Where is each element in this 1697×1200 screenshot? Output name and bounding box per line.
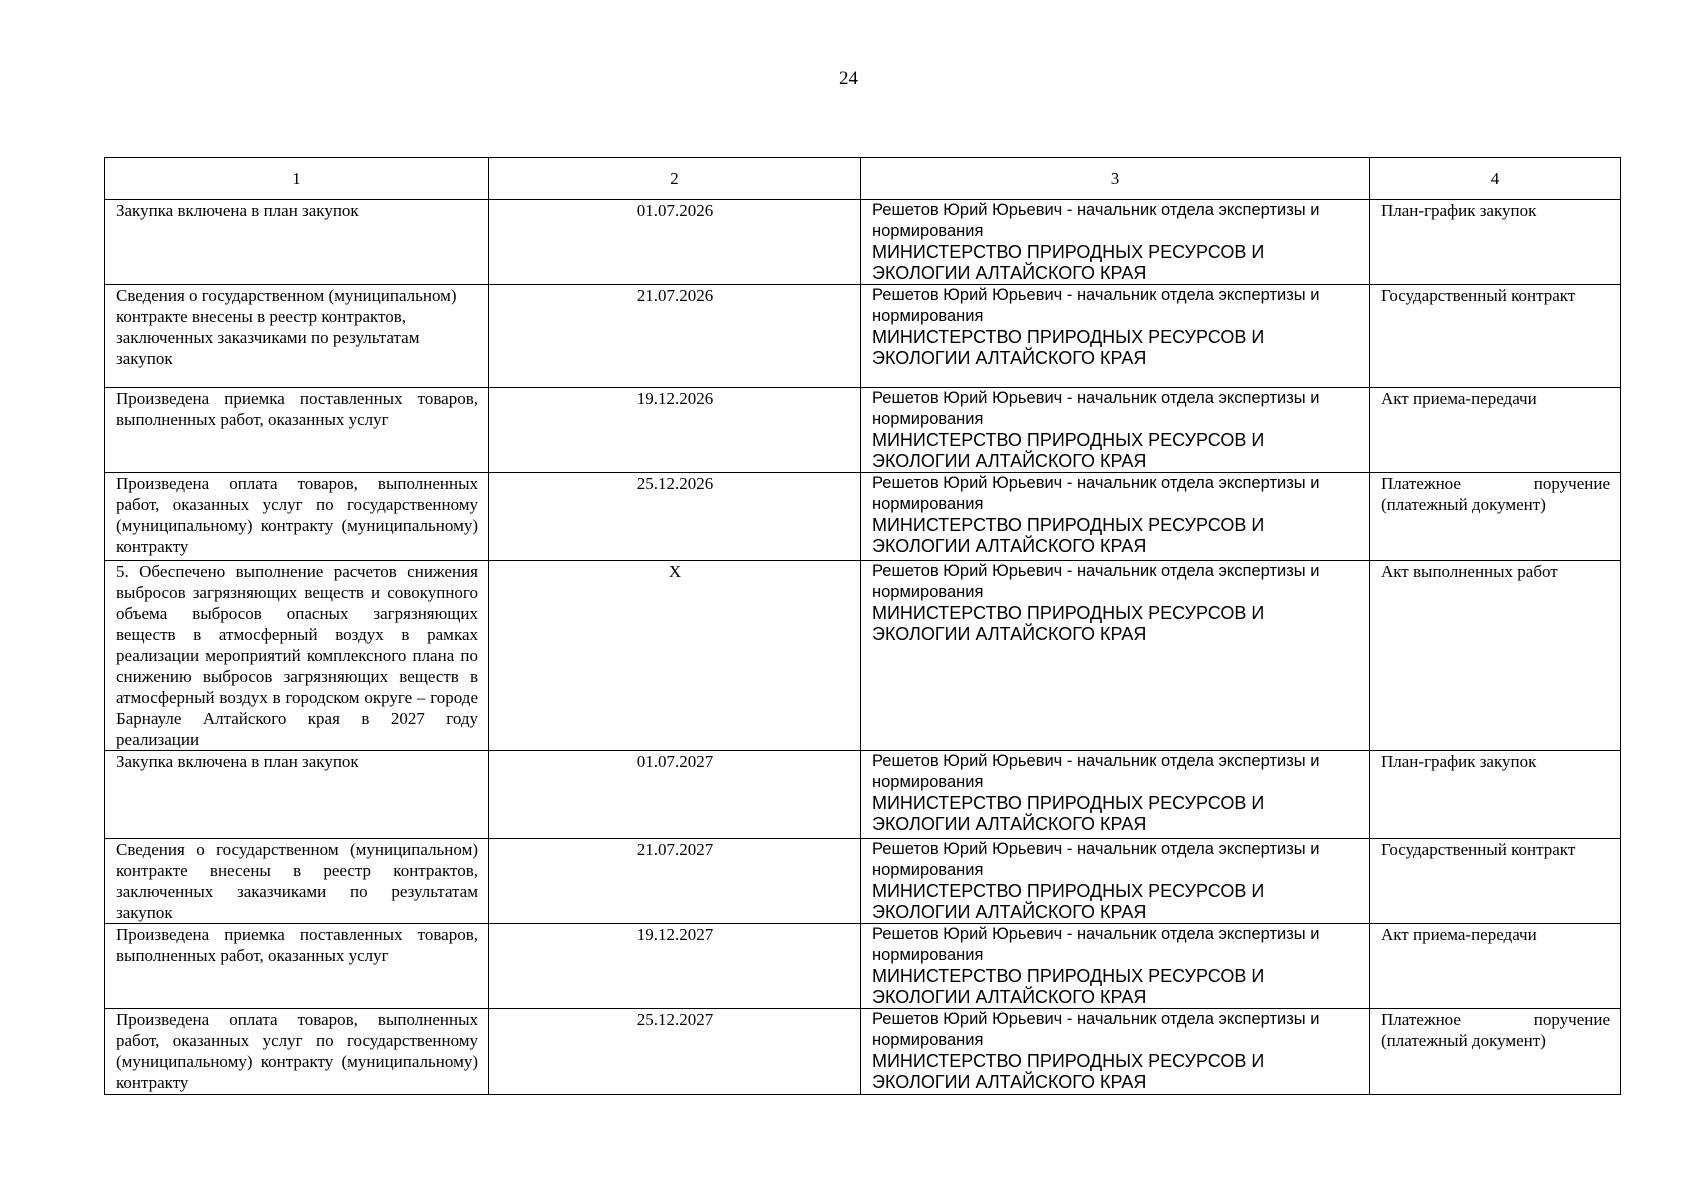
event-cell	[105, 561, 489, 751]
table-row	[105, 751, 1621, 839]
responsible-org: МИНИСТЕРСТВО ПРИРОДНЫХ РЕСУРСОВ И ЭКОЛОГИИ АЛТАЙСКОГО КРАЯ	[872, 327, 1265, 368]
date-text: 21.07.2027	[636, 840, 714, 859]
responsible-org: МИНИСТЕРСТВО ПРИРОДНЫХ РЕСУРСОВ И ЭКОЛОГИИ АЛТАЙСКОГО КРАЯ	[872, 793, 1265, 834]
document-text: Акт приема-передачи	[1381, 389, 1537, 408]
date-cell	[489, 285, 861, 388]
responsible-org: МИНИСТЕРСТВО ПРИРОДНЫХ РЕСУРСОВ И ЭКОЛОГИИ АЛТАЙСКОГО КРАЯ	[872, 242, 1265, 283]
table-row	[105, 561, 1621, 751]
responsible-cell	[861, 924, 1370, 1009]
document-cell	[1370, 388, 1621, 473]
responsible-org: МИНИСТЕРСТВО ПРИРОДНЫХ РЕСУРСОВ И ЭКОЛОГИИ АЛТАЙСКОГО КРАЯ	[872, 430, 1265, 471]
responsible-cell	[861, 1009, 1370, 1095]
responsible-cell	[861, 473, 1370, 561]
table-row	[105, 473, 1621, 561]
event-text: Произведена оплата товаров, выполненных работ, оказанных услуг по государственному (муниципальному) контракту (муниципальному) контракту	[116, 474, 478, 556]
column-header-3: 3	[861, 158, 1370, 200]
responsible-person: Решетов Юрий Юрьевич - начальник отдела экспертизы и нормирования	[872, 752, 1320, 791]
event-cell	[105, 1009, 489, 1095]
document-cell	[1370, 839, 1621, 924]
column-header-2: 2	[489, 158, 861, 200]
document-cell	[1370, 285, 1621, 388]
page-number: 24	[839, 68, 858, 89]
document-text: План-график закупок	[1381, 201, 1537, 220]
responsible-person: Решетов Юрий Юрьевич - начальник отдела экспертизы и нормирования	[872, 562, 1320, 601]
responsible-person: Решетов Юрий Юрьевич - начальник отдела экспертизы и нормирования	[872, 1010, 1320, 1049]
date-cell	[489, 751, 861, 839]
responsible-org: МИНИСТЕРСТВО ПРИРОДНЫХ РЕСУРСОВ И ЭКОЛОГИИ АЛТАЙСКОГО КРАЯ	[872, 515, 1265, 556]
document-text: Акт приема-передачи	[1381, 925, 1537, 944]
date-cell	[489, 388, 861, 473]
date-text: 25.12.2027	[636, 1010, 714, 1029]
event-cell	[105, 200, 489, 285]
event-cell	[105, 388, 489, 473]
responsible-person: Решетов Юрий Юрьевич - начальник отдела экспертизы и нормирования	[872, 389, 1320, 428]
event-text: Закупка включена в план закупок	[116, 752, 359, 771]
responsible-cell	[861, 200, 1370, 285]
document-text: Платежное поручение (платежный документ)	[1381, 1010, 1610, 1050]
date-text: 19.12.2026	[636, 389, 714, 408]
date-cell	[489, 561, 861, 751]
date-cell	[489, 924, 861, 1009]
date-cell	[489, 1009, 861, 1095]
document-cell	[1370, 561, 1621, 751]
event-text: Произведена оплата товаров, выполненных работ, оказанных услуг по государственному (муниципальному) контракту (муниципальному) контракту	[116, 1010, 478, 1092]
responsible-org: МИНИСТЕРСТВО ПРИРОДНЫХ РЕСУРСОВ И ЭКОЛОГИИ АЛТАЙСКОГО КРАЯ	[872, 603, 1265, 644]
responsible-org: МИНИСТЕРСТВО ПРИРОДНЫХ РЕСУРСОВ И ЭКОЛОГИИ АЛТАЙСКОГО КРАЯ	[872, 881, 1265, 922]
responsible-org: МИНИСТЕРСТВО ПРИРОДНЫХ РЕСУРСОВ И ЭКОЛОГИИ АЛТАЙСКОГО КРАЯ	[872, 966, 1265, 1007]
date-text: 19.12.2027	[636, 925, 714, 944]
date-text: 01.07.2026	[636, 201, 714, 220]
document-text: Государственный контракт	[1381, 286, 1576, 305]
event-cell	[105, 751, 489, 839]
event-cell	[105, 285, 489, 388]
event-text: Сведения о государственном (муниципальном) контракте внесены в реестр контрактов, заключенных заказчиками по результатам закупок	[116, 840, 478, 922]
column-header-4: 4	[1370, 158, 1621, 200]
document-cell	[1370, 473, 1621, 561]
date-text: Х	[668, 562, 682, 581]
event-text: 5. Обеспечено выполнение расчетов снижения выбросов загрязняющих веществ и совокупного объема выбросов опасных загрязняющих веществ в атмосферный воздух в рамках реализации мероприятий комплексного плана по снижению выбросов загрязняющих веществ в атмосферный воздух в городском округе – городе Барнауле Алтайского края в 2027 году реализации	[116, 562, 478, 749]
responsible-person: Решетов Юрий Юрьевич - начальник отдела экспертизы и нормирования	[872, 840, 1320, 879]
date-text: 21.07.2026	[636, 286, 714, 305]
responsible-person: Решетов Юрий Юрьевич - начальник отдела экспертизы и нормирования	[872, 474, 1320, 513]
table-row	[105, 924, 1621, 1009]
event-cell	[105, 839, 489, 924]
document-cell	[1370, 200, 1621, 285]
event-text: Произведена приемка поставленных товаров, выполненных работ, оказанных услуг	[116, 925, 478, 965]
table-row	[105, 388, 1621, 473]
document-text: Платежное поручение (платежный документ)	[1381, 474, 1610, 514]
responsible-cell	[861, 285, 1370, 388]
responsible-cell	[861, 839, 1370, 924]
schedule-table	[104, 157, 1621, 1095]
responsible-cell	[861, 751, 1370, 839]
document-cell	[1370, 751, 1621, 839]
event-cell	[105, 473, 489, 561]
event-text: Закупка включена в план закупок	[116, 201, 359, 220]
document-cell	[1370, 1009, 1621, 1095]
column-header-1: 1	[105, 158, 489, 200]
document-text: Акт выполненных работ	[1381, 562, 1558, 581]
date-text: 01.07.2027	[636, 752, 714, 771]
date-cell	[489, 473, 861, 561]
event-cell	[105, 924, 489, 1009]
document-text: План-график закупок	[1381, 752, 1537, 771]
document-text: Государственный контракт	[1381, 840, 1576, 859]
date-text: 25.12.2026	[636, 474, 714, 493]
table-row	[105, 1009, 1621, 1095]
event-text: Сведения о государственном (муниципальном) контракте внесены в реестр контрактов, заключенных заказчиками по результатам закупок	[116, 286, 457, 368]
document-cell	[1370, 924, 1621, 1009]
table-row	[105, 200, 1621, 285]
date-cell	[489, 839, 861, 924]
responsible-person: Решетов Юрий Юрьевич - начальник отдела экспертизы и нормирования	[872, 201, 1320, 240]
table-row	[105, 285, 1621, 388]
table-header-row	[105, 158, 1621, 200]
responsible-org: МИНИСТЕРСТВО ПРИРОДНЫХ РЕСУРСОВ И ЭКОЛОГИИ АЛТАЙСКОГО КРАЯ	[872, 1051, 1265, 1092]
table-row	[105, 839, 1621, 924]
responsible-person: Решетов Юрий Юрьевич - начальник отдела экспертизы и нормирования	[872, 286, 1320, 325]
responsible-cell	[861, 388, 1370, 473]
responsible-person: Решетов Юрий Юрьевич - начальник отдела экспертизы и нормирования	[872, 925, 1320, 964]
responsible-cell	[861, 561, 1370, 751]
event-text: Произведена приемка поставленных товаров, выполненных работ, оказанных услуг	[116, 389, 478, 429]
date-cell	[489, 200, 861, 285]
